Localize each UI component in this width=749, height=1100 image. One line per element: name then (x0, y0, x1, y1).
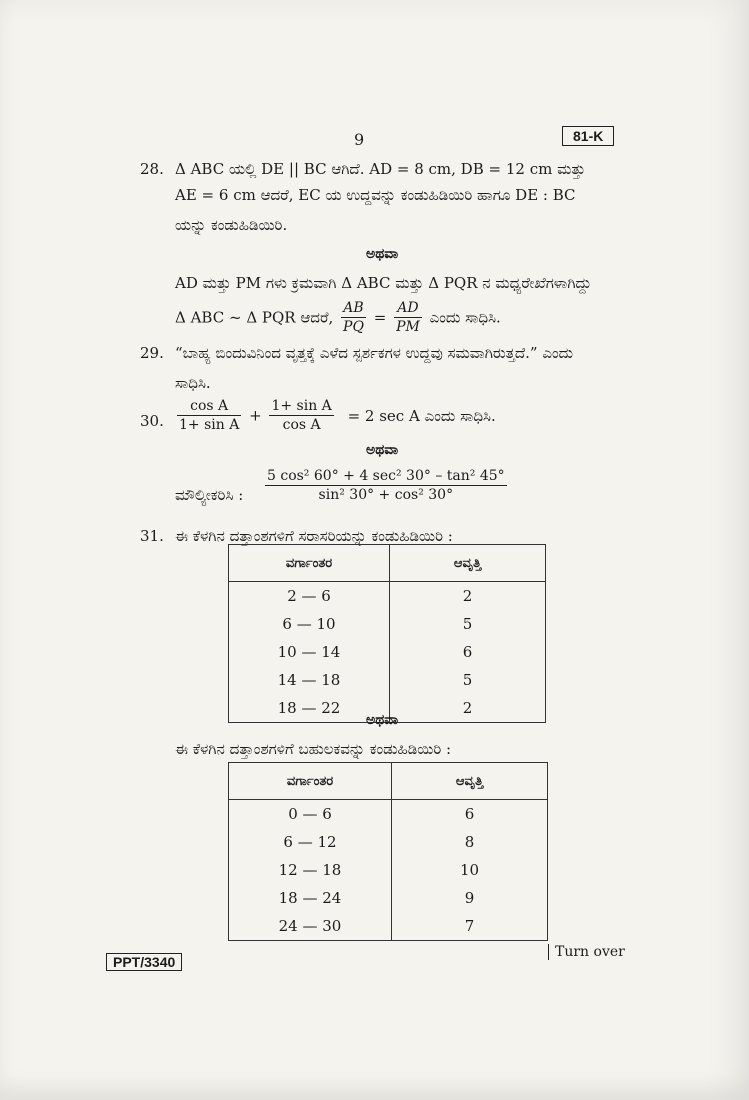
q29-line1: “ಬಾಹ್ಯ ಬಿಂದುವಿನಿಂದ ವೃತ್ತಕ್ಕೆ ಎಳೆದ ಸ್ಪರ್ಶಕಗಳ ಉದ್ದವು ಸಮವಾಗಿರುತ್ತದೆ.” ಎಂದು (175, 344, 574, 362)
table-cell: 2 (390, 694, 546, 723)
q28-alt-pre: Δ ABC ~ Δ PQR ಆದರೆ, (175, 308, 334, 327)
q28-line3: ಯನ್ನು ಕಂಡುಹಿಡಿಯಿರಿ. (175, 216, 288, 234)
eval-frac (265, 468, 507, 503)
table-cell: 2 — 6 (229, 582, 390, 611)
table-row (229, 800, 548, 829)
q28-or: ಅಥವಾ (366, 246, 399, 262)
q30-or: ಅಥವಾ (366, 442, 399, 458)
q28-line1: Δ ABC ಯಲ್ಲಿ DE || BC ಆಗಿದೆ. AD = 8 cm, DB = 12 cm ಮತ್ತು (175, 160, 586, 178)
turn-over-label: Turn over (548, 944, 625, 960)
table-cell: 7 (392, 912, 548, 941)
table1-header-class: ವರ್ಗಾಂತರ (229, 545, 390, 582)
table-cell: 14 — 18 (229, 666, 390, 694)
question-number-30: 30. (140, 412, 164, 430)
table-cell: 2 (390, 582, 546, 611)
fraction-cos-over-1plus-sin (177, 398, 241, 433)
q31-line1: ಈ ಕೆಳಗಿನ ದತ್ತಾಂಶಗಳಿಗೆ ಸರಾಸರಿಯನ್ನು ಕಂಡುಹಿಡಿಯಿರಿ : (175, 527, 453, 545)
table-row (229, 610, 546, 638)
table2-header-class: ವರ್ಗಾಂತರ (229, 763, 392, 800)
table-row (229, 582, 546, 611)
q30-rhs: = 2 sec A ಎಂದು ಸಾಧಿಸಿ. (347, 406, 496, 425)
frac-pq: PQ (343, 319, 364, 335)
table-cell: 10 (392, 856, 548, 884)
q31-line2: ಈ ಕೆಳಗಿನ ದತ್ತಾಂಶಗಳಿಗೆ ಬಹುಲಕವನ್ನು ಕಂಡುಹಿಡಿಯಿರಿ : (175, 740, 452, 758)
fraction-1plus-sin-over-cos (269, 398, 333, 433)
page-number: 9 (354, 130, 365, 149)
table-cell: 6 — 12 (229, 828, 392, 856)
table-row (229, 828, 548, 856)
q28-line2: AE = 6 cm ಆದರೆ, EC ಯ ಉದ್ದವನ್ನು ಕಂಡುಹಿಡಿಯಿರಿ ಹಾಗೂ DE : BC (175, 186, 576, 204)
table-cell: 6 (392, 800, 548, 829)
table2-header-frequency: ಆವೃತ್ತಿ (392, 763, 548, 800)
fraction-ab-pq (341, 300, 366, 335)
frac-ad: AD (394, 300, 422, 318)
table-cell: 6 — 10 (229, 610, 390, 638)
paper-code: 81-K (562, 126, 614, 146)
frac-1plus-sinA-num: 1+ sin A (271, 398, 332, 414)
q30-expression (174, 398, 496, 433)
table-row (229, 884, 548, 912)
q30-eval-fraction (262, 468, 510, 503)
q30-eval-label: ಮೌಲ್ಯೀಕರಿಸಿ : (175, 486, 244, 504)
frac-cosA: cos A (177, 398, 241, 416)
q28-alt-line1: AD ಮತ್ತು PM ಗಳು ಕ್ರಮವಾಗಿ Δ ABC ಮತ್ತು Δ PQR ನ ಮಧ್ಯರೇಖೆಗಳಾಗಿದ್ದು (175, 274, 592, 292)
frac-ab: AB (341, 300, 366, 318)
q28-alt-line2 (175, 300, 501, 335)
frac-cosA-den: cos A (282, 417, 321, 433)
table-cell: 6 (390, 638, 546, 666)
question-number-29: 29. (140, 344, 164, 362)
table-row (229, 638, 546, 666)
mean-frequency-table (228, 544, 546, 723)
table-row (229, 666, 546, 694)
plus-sign: + (249, 406, 262, 425)
table-cell: 5 (390, 666, 546, 694)
table-cell: 9 (392, 884, 548, 912)
equals-sign: = (373, 308, 387, 327)
q31-or: ಅಥವಾ (366, 712, 399, 728)
question-number-31: 31. (140, 527, 164, 545)
mode-frequency-table (228, 762, 548, 941)
table-cell: 0 — 6 (229, 800, 392, 829)
frac-pm: PM (396, 319, 420, 335)
eval-denominator: sin² 30° + cos² 30° (318, 487, 454, 503)
table-row (229, 912, 548, 941)
fraction-ad-pm (394, 300, 422, 335)
table-cell: 8 (392, 828, 548, 856)
table1-header-frequency: ಆವೃತ್ತಿ (390, 545, 546, 582)
eval-numerator: 5 cos² 60° + 4 sec² 30° – tan² 45° (267, 468, 505, 484)
table-cell: 18 — 22 (229, 694, 390, 723)
table-cell: 24 — 30 (229, 912, 392, 941)
q28-alt-post: ಎಂದು ಸಾಧಿಸಿ. (429, 308, 501, 327)
question-number-28: 28. (140, 160, 164, 178)
frac-1plus-sinA: 1+ sin A (179, 417, 240, 433)
table-cell: 5 (390, 610, 546, 638)
table-row (229, 856, 548, 884)
table-cell: 12 — 18 (229, 856, 392, 884)
table-cell: 18 — 24 (229, 884, 392, 912)
table-cell: 10 — 14 (229, 638, 390, 666)
q29-line2: ಸಾಧಿಸಿ. (175, 374, 211, 392)
footer-paper-code: PPT/3340 (106, 953, 182, 971)
